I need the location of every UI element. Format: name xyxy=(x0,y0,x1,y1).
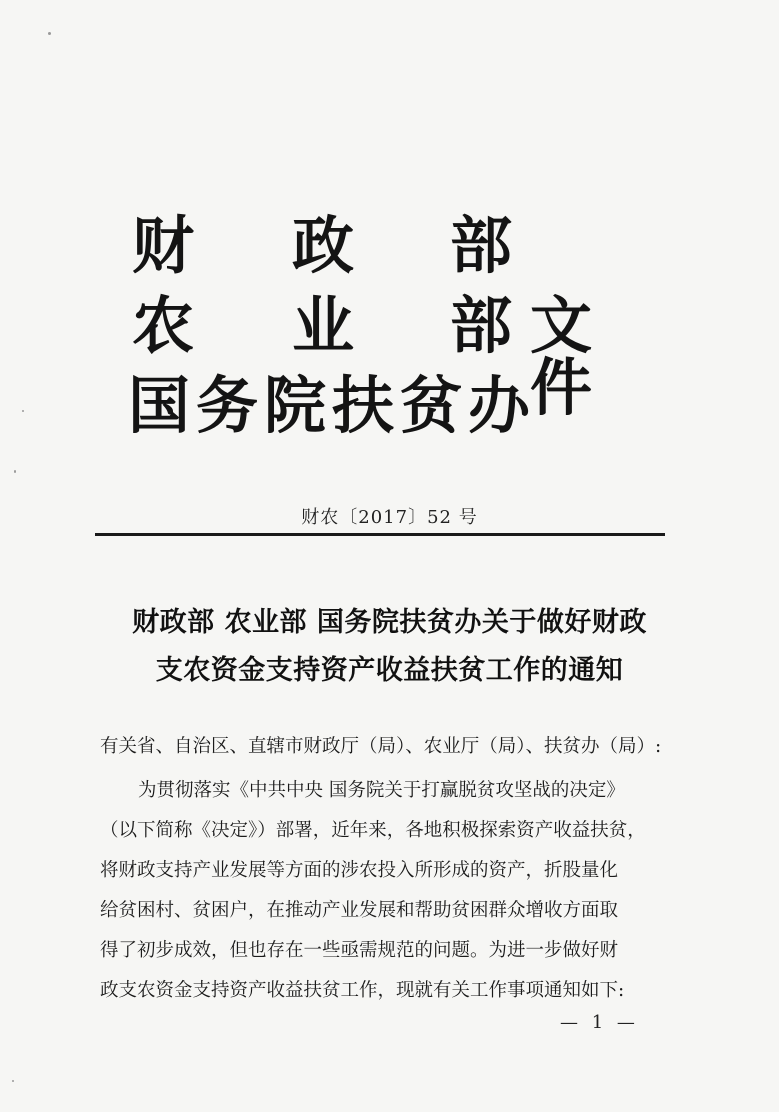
body-line: 政支农资金支持资产收益扶贫工作，现就有关工作事项通知如下: xyxy=(100,980,625,1001)
header-divider xyxy=(95,533,665,536)
scan-speck xyxy=(14,470,16,473)
issuer-name: 国务院扶贫办 xyxy=(128,369,537,442)
salutation: 有关省、自治区、直辖市财政厅（局）、农业厅（局）、扶贫办（局）: xyxy=(100,736,662,757)
scan-speck xyxy=(48,32,51,35)
body-line: 得了初步成效，但也存在一些亟需规范的问题。为进一步做好财 xyxy=(100,940,619,961)
issuer-char: 部 xyxy=(450,209,513,282)
body-line: 给贫困村、贫困户，在推动产业发展和帮助贫困群众增收方面取 xyxy=(100,900,619,921)
issuer-char: 财 xyxy=(132,209,195,282)
body-line: 将财政支持产业发展等方面的涉农投入所形成的资产，折股量化 xyxy=(100,860,619,881)
issuer-char: 农 xyxy=(132,289,195,362)
document-header xyxy=(120,195,660,455)
issuer-char: 部 xyxy=(450,289,513,362)
document-title-line: 支农资金支持资产收益扶贫工作的通知 xyxy=(155,655,624,686)
document-title-line: 财政部 农业部 国务院扶贫办关于做好财政 xyxy=(132,607,647,638)
body-line: 为贯彻落实《中共中央 国务院关于打赢脱贫攻坚战的决定》 xyxy=(138,780,625,801)
document-number: 财农〔2017〕52 号 xyxy=(301,507,478,528)
scan-speck xyxy=(12,1080,14,1082)
document-type-label: 文件 xyxy=(530,289,597,424)
body-line: （以下简称《决定》）部署，近年来，各地积极探索资产收益扶贫， xyxy=(100,820,646,841)
issuer-char: 业 xyxy=(292,289,355,362)
scan-speck xyxy=(22,410,24,412)
issuer-char: 政 xyxy=(292,209,355,282)
page-number: — 1 — xyxy=(560,1012,639,1033)
